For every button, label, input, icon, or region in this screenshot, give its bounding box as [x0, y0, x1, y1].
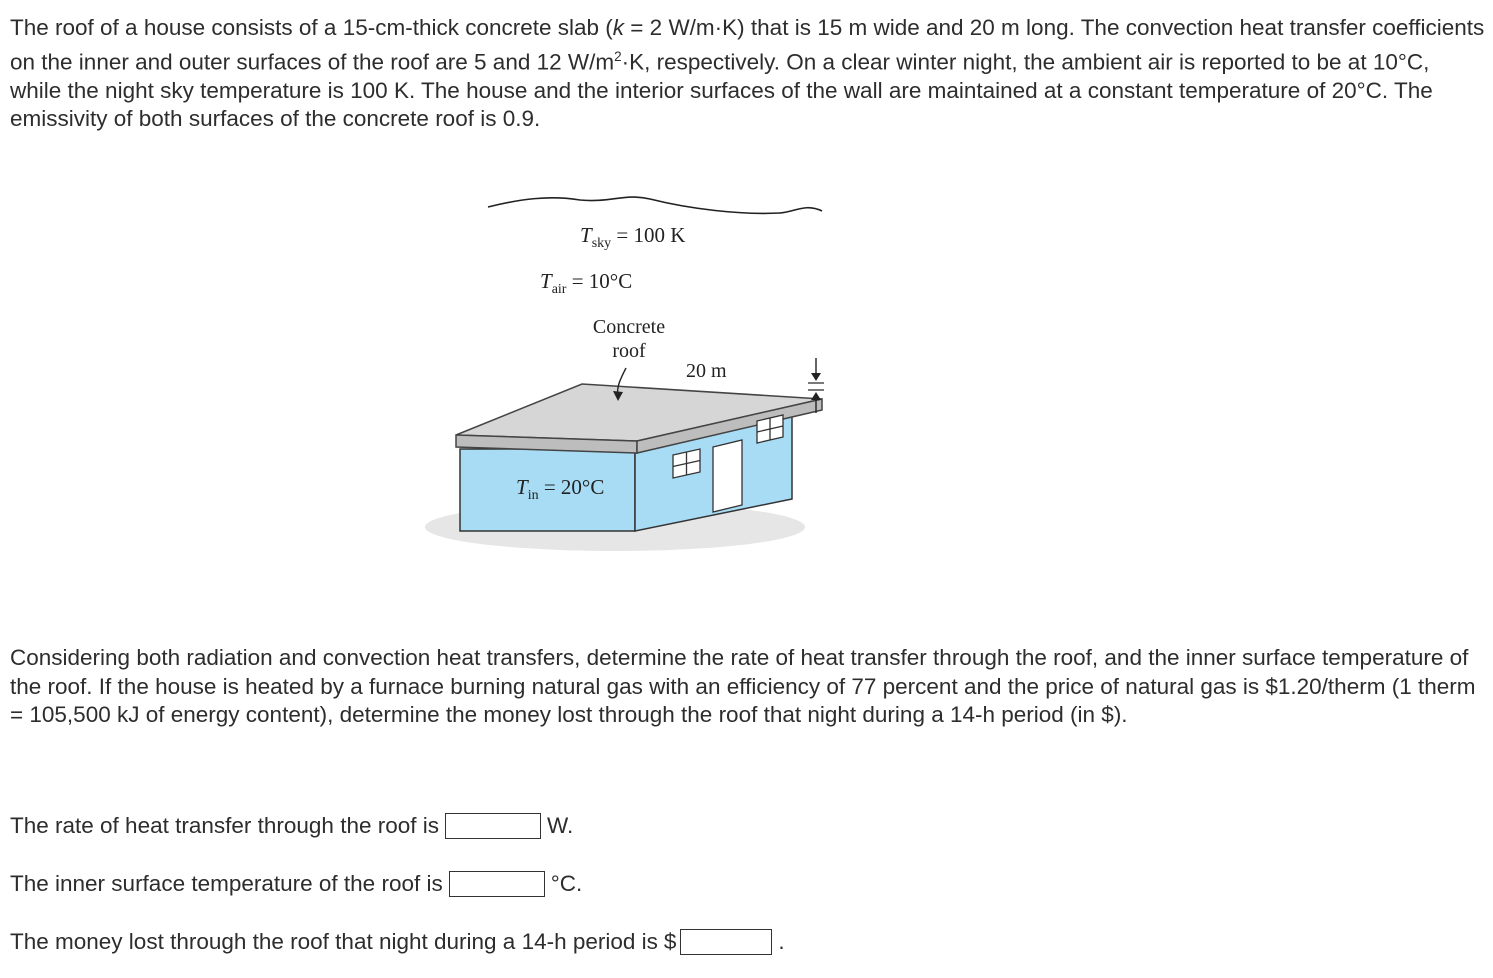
intro-superscript: 2	[614, 48, 622, 64]
t-in-label: $T_{in} = 20^\circ C$	[516, 475, 605, 503]
problem-intro	[10, 14, 1485, 134]
money-lost-period: .	[778, 929, 785, 954]
inner-temp-input[interactable]	[449, 871, 545, 897]
answer-row-heat-rate	[10, 811, 573, 841]
inner-temp-label: The inner surface temperature of the roof is	[10, 871, 443, 896]
sky-line	[488, 197, 822, 213]
intro-k-symbol: k	[612, 15, 625, 40]
question-text: Considering both radiation and convection heat transfers, determine the rate of heat transfer through the roof, and the inner surface temperature of the roof. If the house is heated by a furnace burning natural gas with an efficiency of 77 percent and the price of natural gas is $1.20/therm (1 therm = 105,500 kJ of energy content), determine the money lost through the roof that night during a 14-h period (in $).	[10, 645, 1476, 727]
answer-row-money-lost	[10, 927, 785, 957]
answer-row-inner-temp	[10, 869, 582, 899]
dollar-prefix: $	[663, 929, 677, 954]
length-label: 20 m	[686, 360, 727, 382]
roof-label-line1: Concrete	[592, 316, 666, 338]
t-sky-label: $T_{sky} = 100$ K	[580, 223, 686, 251]
intro-text-1: The roof of a house consists of a 15-cm-thick concrete slab (	[10, 15, 613, 40]
intro-text-2: = 2 W/m·K) that is 15 m wide and 20 m long. The convection heat transfer coefficients on the inner and outer surfaces of the roof are 5 and 12 W/m	[10, 15, 1485, 74]
side-door	[713, 440, 742, 512]
house-roof-figure	[420, 185, 840, 565]
money-lost-label: The money lost through the roof that night during a 14-h period is	[10, 929, 658, 954]
heat-rate-input[interactable]	[445, 813, 541, 839]
t-air-label: $T_{air} = 10^\circ C$	[540, 269, 633, 297]
heat-rate-label: The rate of heat transfer through the roof is	[10, 813, 439, 838]
roof-label-line2: roof	[612, 340, 646, 362]
inner-temp-unit: °C.	[550, 871, 583, 896]
money-lost-input[interactable]	[680, 929, 772, 955]
intro-text-3: ·K, respectively. On a clear winter night, the ambient air is reported to be at 10°C, while the night sky temperature is 100 K. The house and the interior surfaces of the wall are maintained at a constant temperature of 20°C. The emissivity of both surfaces of the concrete roof is 0.9.	[10, 49, 1433, 131]
heat-rate-unit: W.	[547, 813, 574, 838]
